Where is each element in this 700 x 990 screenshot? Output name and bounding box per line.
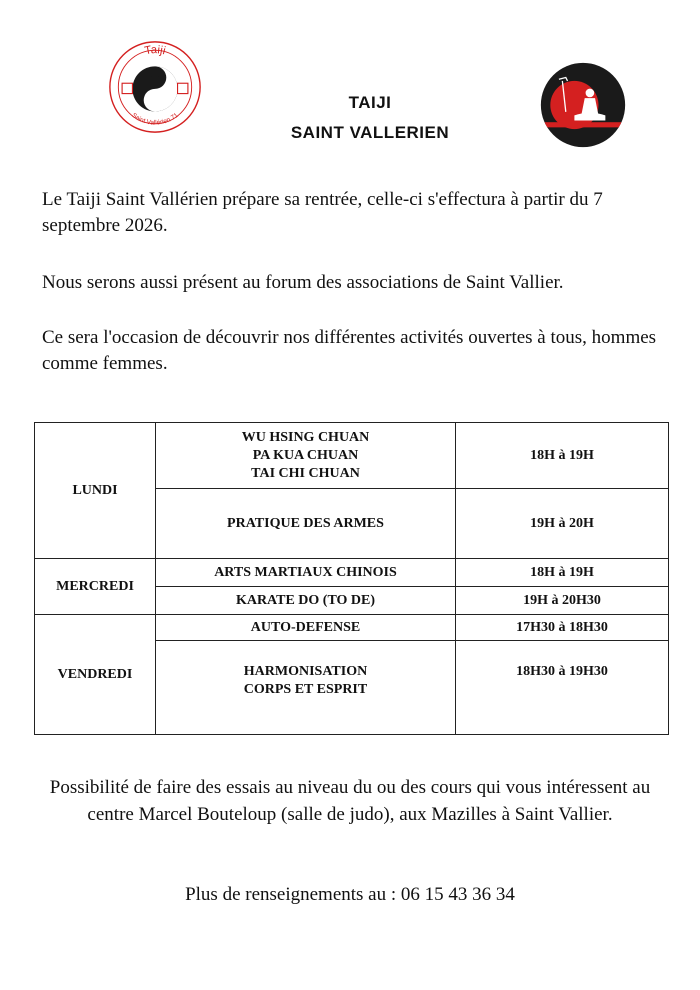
logo-left-top-text: Taiji — [143, 44, 167, 58]
intro-paragraph-3: Ce sera l'occasion de découvrir nos différentes activités ouvertes à tous, hommes comme femmes. — [42, 327, 657, 374]
time-cell-mercredi-1: 18H à 19H — [456, 559, 669, 587]
activity-line: TAI CHI CHUAN — [251, 465, 360, 481]
activity-cell-lundi-2: PRATIQUE DES ARMES — [156, 489, 456, 559]
intro-paragraph-1: Le Taiji Saint Vallérien prépare sa rentrée, celle-ci s'effectura à partir du 7 septembre 2026. — [42, 189, 603, 236]
activity-cell-vendredi-2 — [156, 641, 456, 735]
yin-yang-club-logo-icon — [108, 40, 202, 134]
schedule-table — [34, 422, 669, 735]
activity-line: PA KUA CHUAN — [252, 447, 359, 463]
day-cell-lundi: LUNDI — [35, 423, 156, 559]
time-cell-mercredi-2: 19H à 20H30 — [456, 587, 669, 615]
table-row — [35, 615, 669, 641]
contact-phone-line: Plus de renseignements au : 06 15 43 36 34 — [185, 884, 515, 905]
day-cell-mercredi: MERCREDI — [35, 559, 156, 615]
activity-cell-mercredi-2: KARATE DO (TO DE) — [156, 587, 456, 615]
time-cell-vendredi-1: 17H30 à 18H30 — [456, 615, 669, 641]
day-cell-vendredi: VENDREDI — [35, 615, 156, 735]
trial-info-paragraph: Possibilité de faire des essais au niveau du ou des cours qui vous intéressent au centre Marcel Bouteloup (salle de judo), aux Mazilles à Saint Vallier. — [49, 777, 651, 825]
table-row — [35, 423, 669, 489]
time-cell-vendredi-2: 18H30 à 19H30 — [456, 641, 669, 735]
logo-left-bottom-text: Saint Vallérien 71 — [130, 111, 180, 127]
activity-line: WU HSING CHUAN — [241, 429, 370, 445]
meditating-figure-logo-icon — [540, 62, 626, 148]
time-cell-lundi-1: 18H à 19H — [456, 423, 669, 489]
activity-line: HARMONISATION — [243, 664, 368, 679]
activity-line: CORPS ET ESPRIT — [243, 682, 368, 697]
activity-cell-mercredi-1: ARTS MARTIAUX CHINOIS — [156, 559, 456, 587]
page-title — [200, 88, 540, 148]
activity-cell-vendredi-1: AUTO-DEFENSE — [156, 615, 456, 641]
title-line-1: TAIJI — [348, 93, 392, 112]
time-cell-lundi-2: 19H à 20H — [456, 489, 669, 559]
title-line-2: SAINT VALLERIEN — [290, 123, 450, 142]
intro-paragraph-2: Nous serons aussi présent au forum des associations de Saint Vallier. — [42, 272, 564, 293]
activity-cell-lundi-1 — [156, 423, 456, 489]
table-row — [35, 559, 669, 587]
